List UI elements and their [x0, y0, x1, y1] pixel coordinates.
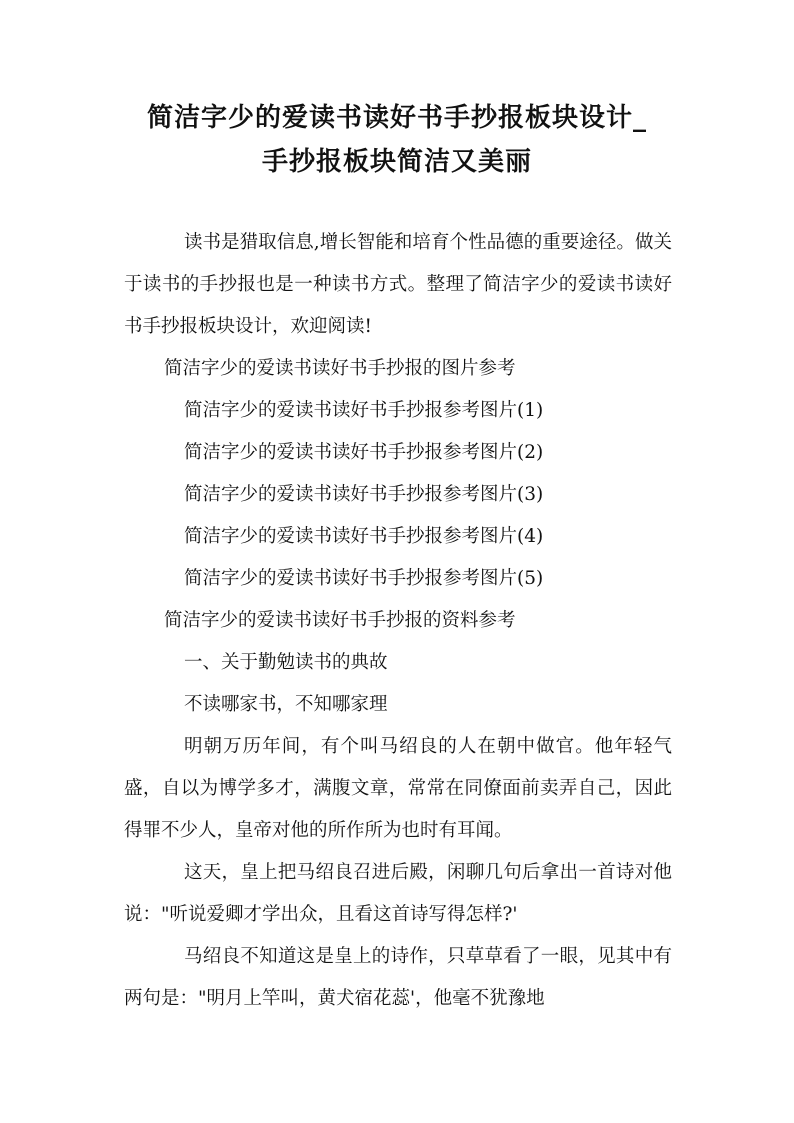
image-reference-4: 简洁字少的爱读书读好书手抄报参考图片(4) — [184, 526, 544, 547]
document-title-line-2: 手抄报板块简洁又美丽 — [261, 147, 532, 177]
story-paragraph-3: 马绍良不知道这是皇上的诗作，只草草看了一眼，见其中有两句是："明月上竿叫，黄犬宿花蕊'，他毫不犹豫地 — [124, 946, 672, 1009]
story-paragraph-1: 明朝万历年间，有个叫马绍良的人在朝中做官。他年轻气盛，自以为博学多才，满腹文章，常常在同僚面前卖弄自己，因此得罪不少人，皇帝对他的所作所为也时有耳闻。 — [124, 736, 672, 841]
story-paragraph-2: 这天，皇上把马绍良召进后殿，闲聊几句后拿出一首诗对他说："听说爱卿才学出众，且看这首诗写得怎样?' — [124, 862, 672, 925]
section-heading-materials: 简洁字少的爱读书读好书手抄报的资料参考 — [164, 610, 516, 631]
intro-paragraph: 读书是猎取信息,增长智能和培育个性品德的重要途径。做关于读书的手抄报也是一种读书方式。整理了简洁字少的爱读书读好书手抄报板块设计，欢迎阅读! — [124, 232, 672, 337]
story-title: 不读哪家书，不知哪家理 — [184, 694, 388, 715]
image-reference-1: 简洁字少的爱读书读好书手抄报参考图片(1) — [184, 400, 544, 421]
image-reference-3: 简洁字少的爱读书读好书手抄报参考图片(3) — [184, 484, 544, 505]
subheading-story: 一、关于勤勉读书的典故 — [184, 652, 388, 673]
image-reference-2: 简洁字少的爱读书读好书手抄报参考图片(2) — [184, 442, 544, 463]
document-title-line-1: 简洁字少的爱读书读好书手抄报板块设计_ — [146, 103, 647, 133]
document-body — [124, 222, 672, 1020]
section-heading-images: 简洁字少的爱读书读好书手抄报的图片参考 — [164, 358, 516, 379]
image-reference-5: 简洁字少的爱读书读好书手抄报参考图片(5) — [184, 568, 544, 589]
document-title — [0, 96, 794, 184]
